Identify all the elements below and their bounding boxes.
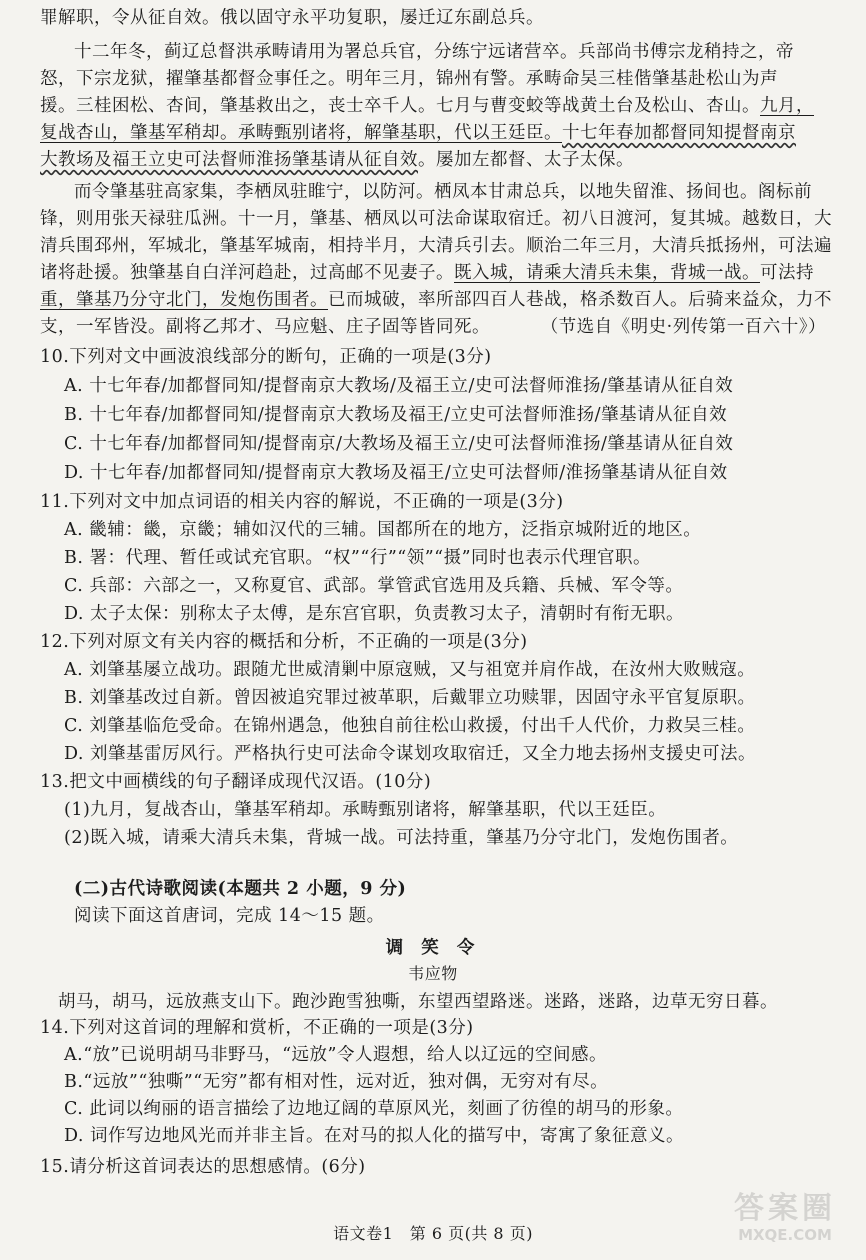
site-watermark-logo: [720, 1192, 850, 1252]
passage-line-4-text: 援。三桂困松、杏间，肇基救出之，丧士卒千人。七月与曹变蛟等战黄土台及松山、杏山。: [40, 96, 760, 116]
passage-line-9: 清兵围邳州，军城北，肇基军城南，相持半月，大清兵引去。顺治二年三月，大清兵抵扬州，可法遍: [40, 236, 832, 256]
underlined-sentence-2a: 既入城，请乘大清兵未集，背城一战。: [454, 263, 760, 283]
question-12-option-c[interactable]: C. 刘肇基临危受命。在锦州遇急，他独自前往松山救援，付出千人代价，力救吴三桂。: [64, 716, 756, 736]
question-10-option-a[interactable]: A. 十七年春/加都督同知/提督南京大教场/及福王立/史可法督师淮扬/肇基请从征自效: [64, 376, 734, 396]
question-13-sentence-2: (2)既入城，请乘大清兵未集，背城一战。可法持重，肇基乃分守北门，发炮伤围者。: [64, 828, 739, 848]
watermark-logo-text: 答案圈: [734, 1191, 836, 1226]
question-12-option-a[interactable]: A. 刘肇基屡立战功。跟随尤世威清剿中原寇贼，又与祖宽并肩作战，在汝州大败贼寇。: [64, 660, 756, 680]
underlined-sentence-2b: 重，肇基乃分守北门，发炮伤围者。: [40, 290, 328, 310]
passage-line-5: [40, 121, 846, 145]
question-14-option-a[interactable]: A.“放”已说明胡马非野马，“远放”令人遐想，给人以辽远的空间感。: [64, 1045, 607, 1065]
question-11-stem: 11.下列对文中加点词语的相关内容的解说，不正确的一项是(3分): [40, 492, 564, 512]
question-11-option-c[interactable]: C. 兵部：六部之一，又称夏官、武部。掌管武官选用及兵籍、兵械、军令等。: [64, 576, 684, 596]
question-14-option-b[interactable]: B.“远放”“独嘶”“无穷”都有相对性，远对近，独对偶，无穷对有尽。: [64, 1072, 609, 1092]
passage-line-8: 锋，则用张天禄驻瓜洲。十一月，肇基、栖凤以可法命谋取宿迁。初八日渡河，复其城。越数日，大: [40, 209, 832, 229]
passage-line-7: 而令肇基驻高家集，李栖凤驻睢宁，以防河。栖凤本甘肃总兵，以地失留淮、扬间也。阁标前: [74, 182, 812, 202]
wavy-sentence-b: 大教场及福王立史可法督师淮扬肇基请从征自效: [40, 150, 418, 170]
wavy-sentence-a: 十七年春加都督同知提督南京: [562, 123, 796, 143]
poetry-instructions: 阅读下面这首唐词，完成 14～15 题。: [74, 906, 385, 926]
watermark-url: MXQE.COM: [738, 1226, 832, 1244]
passage-line-11: [40, 288, 846, 312]
question-11-option-a[interactable]: A. 畿辅：畿，京畿；辅如汉代的三辅。国都所在的地方，泛指京城附近的地区。: [64, 520, 702, 540]
passage-line-10-post: 可法持: [760, 263, 814, 283]
poem-text: 胡马，胡马，远放燕支山下。跑沙跑雪独嘶，东望西望路迷。迷路，迷路，边草无穷日暮。: [58, 992, 778, 1012]
poetry-section-heading: (二)古代诗歌阅读(本题共 2 小题，9 分): [74, 879, 407, 899]
question-13-stem: 13.把文中画横线的句子翻译成现代汉语。(10分): [40, 772, 432, 792]
question-12-stem: 12.下列对原文有关内容的概括和分析，不正确的一项是(3分): [40, 632, 528, 652]
question-14-option-d[interactable]: D. 词作写边地风光而并非主旨。在对马的拟人化的描写中，寄寓了象征意义。: [64, 1126, 685, 1146]
poem-title: 调 笑 令: [385, 938, 481, 958]
passage-line-4: [40, 94, 846, 118]
question-10-option-b[interactable]: B. 十七年春/加都督同知/提督南京大教场及福王/立史可法督师淮扬/肇基请从征自效: [64, 405, 728, 425]
passage-line-6: [40, 148, 846, 172]
underlined-sentence-1b: 复战杏山，肇基军稍却。承畴甄别诸将，解肇基职，代以王廷臣。: [40, 123, 562, 143]
passage-line-11-post: 已而城破，率所部四百人巷战，格杀数百人。后骑来益众，力不: [328, 290, 832, 310]
underlined-sentence-1a: 九月，: [760, 96, 814, 116]
passage-line-10: [40, 261, 846, 285]
passage-line-3: 怒，下宗龙狱，擢肇基都督佥事任之。明年三月，锦州有警。承畴命吴三桂偕肇基赴松山为声: [40, 69, 778, 89]
passage-line-6-rest: 。屡加左都督、太子太保。: [418, 150, 634, 170]
passage-line-1: 罪解职，令从征自效。俄以固守永平功复职，屡迁辽东副总兵。: [40, 8, 544, 28]
question-10-option-c[interactable]: C. 十七年春/加都督同知/提督南京/大教场及福王立/史可法督师淮扬/肇基请从征自效: [64, 434, 734, 454]
question-14-option-c[interactable]: C. 此词以绚丽的语言描绘了边地辽阔的草原风光，刻画了彷徨的胡马的形象。: [64, 1099, 684, 1119]
question-10-option-d[interactable]: D. 十七年春/加都督同知/提督南京大教场及福王/立史可法督师/淮扬肇基请从征自效: [64, 463, 728, 483]
question-11-option-b[interactable]: B. 署：代理、暂任或试充官职。“权”“行”“领”“摄”同时也表示代理官职。: [64, 548, 652, 568]
question-14-stem: 14.下列对这首词的理解和赏析，不正确的一项是(3分): [40, 1018, 474, 1038]
passage-line-10-pre: 诸将赴援。独肇基自白洋河趋赴，过高邮不见妻子。: [40, 263, 454, 283]
question-13-sentence-1: (1)九月，复战杏山，肇基军稍却。承畴甄别诸将，解肇基职，代以王廷臣。: [64, 800, 667, 820]
passage-line-12-text: 支，一军皆没。副将乙邦才、马应魁、庄子固等皆同死。: [40, 317, 490, 337]
passage-line-12: [40, 315, 846, 339]
page-footer: 语文卷1 第 6 页(共 8 页): [333, 1224, 533, 1243]
passage-line-2: 十二年冬，蓟辽总督洪承畴请用为署总兵官，分练宁远诸营卒。兵部尚书傅宗龙稍持之，帝: [74, 42, 794, 62]
question-11-option-d[interactable]: D. 太子太保：别称太子太傅，是东宫官职，负责教习太子，清朝时有衔无职。: [64, 604, 685, 624]
question-12-option-d[interactable]: D. 刘肇基雷厉风行。严格执行史可法命令谋划攻取宿迁，又全力地去扬州支援史可法。: [64, 744, 757, 764]
question-12-option-b[interactable]: B. 刘肇基改过自新。曾因被追究罪过被革职，后戴罪立功赎罪，因固守永平官复原职。: [64, 688, 756, 708]
source-citation: （节选自《明史·列传第一百六十》）: [540, 317, 826, 337]
question-15-stem: 15.请分析这首词表达的思想感情。(6分): [40, 1157, 366, 1177]
poem-author: 韦应物: [408, 964, 458, 983]
question-10-stem: 10.下列对文中画波浪线部分的断句，正确的一项是(3分): [40, 347, 492, 367]
